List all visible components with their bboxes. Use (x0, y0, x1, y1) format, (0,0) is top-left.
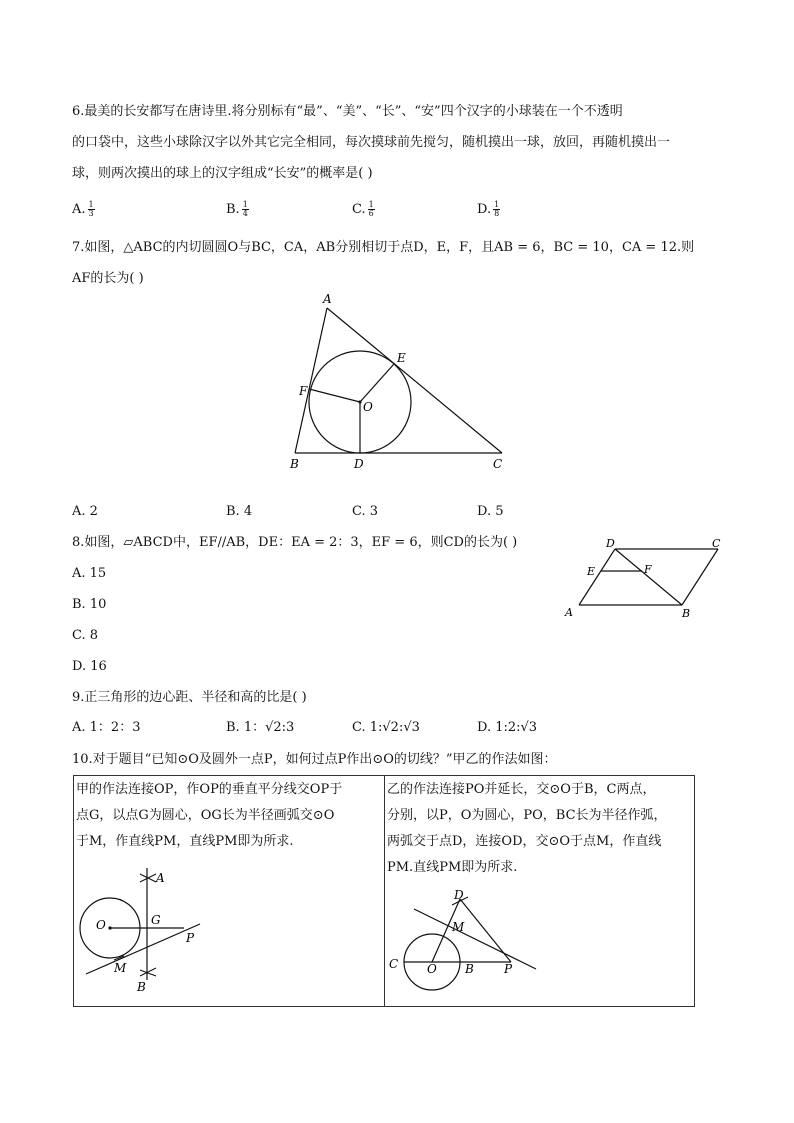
q6-line-1: 6.最美的长安都写在唐诗里.将分别标有“最”、“美”、“长”、“安”四个汉字的小球装在一个不透明 (72, 104, 623, 119)
q6-option-c: C. $\frac{1}{6}$ (352, 200, 374, 218)
q10-jia-text: 甲的作法连接OP，作OP的垂直平分线交OP于 点G，以点G为圆心，OG长为半径画弧交⊙O 于M，作直线PM，直线PM即为所求. (76, 782, 343, 849)
q7-option-d: D. 5 (477, 504, 504, 519)
label-m: M (114, 961, 127, 975)
q6-option-d: D. $\frac{1}{8}$ (477, 200, 500, 218)
q8-parallelogram-figure (560, 535, 730, 625)
label-o: O (363, 400, 373, 414)
label-b: B (682, 607, 691, 620)
label-p: P (504, 962, 513, 976)
q10-yi-text: 乙的作法连接PO并延长，交⊙O于B，C两点， 分别，以P，O为圆心，PO，BC长为半径作弧， 两弧交于点D，连接OD，交⊙O于点M，作直线 PM.直线PM即为所求. (387, 782, 667, 875)
radius-of (309, 389, 360, 402)
q10-line-1: 10.对于题目“已知⊙O及圆外一点P，如何过点P作出⊙O的切线？”甲乙的作法如图： (72, 752, 557, 767)
label-f: F (644, 563, 652, 576)
q10-jia-figure (76, 862, 216, 997)
label-d: D (354, 457, 364, 471)
diagonal-db (615, 549, 682, 605)
side-ab (295, 308, 327, 453)
q10-table-divider (384, 775, 385, 1006)
q8-option-a: A. 15 (72, 566, 107, 581)
q6-option-a: A. $\frac{1}{3}$ (72, 200, 94, 218)
center-point (358, 400, 361, 403)
arc-mark-b (140, 968, 156, 976)
label-f: F (299, 384, 308, 398)
label-a: A (156, 871, 165, 885)
q7-option-c: C. 3 (352, 504, 379, 519)
label-b: B (465, 962, 474, 976)
q6-option-b: B. $\frac{1}{4}$ (226, 200, 248, 218)
q7-line-1: 7.如图，△ABC的内切圆圆O与BC，CA，AB分别相切于点D，E，F，且AB = 6，BC = 10，CA = 12.则 (72, 240, 695, 255)
q7-option-b: B. 4 (226, 504, 253, 519)
q6-line-2: 的口袋中，这些小球除汉字以外其它完全相同，每次摸球前先搅匀，随机摸出一球，放回，再随机摸出一 (72, 135, 671, 150)
label-a: A (565, 606, 573, 619)
radius-oe (360, 364, 394, 402)
q9-line-1: 9.正三角形的边心距、半径和高的比是( ) (72, 690, 307, 705)
q10-yi-figure (386, 885, 546, 995)
side-cb (682, 549, 718, 605)
q9-option-b: B. 1：√2:3 (226, 720, 295, 735)
q7-line-2: AF的长为( ) (72, 271, 144, 286)
q9-option-c: C. 1:√2:√3 (352, 720, 420, 735)
side-ca (327, 308, 502, 453)
q9-option-a: A. 1：2：3 (72, 720, 141, 735)
arc-mark-a (140, 874, 156, 882)
label-d: D (606, 537, 615, 550)
q8-option-b: B. 10 (72, 597, 107, 612)
label-b: B (290, 457, 299, 471)
q8-option-d: D. 16 (72, 659, 107, 674)
label-e: E (397, 351, 406, 365)
label-c: C (712, 537, 721, 550)
q9-option-d: D. 1:2:√3 (477, 720, 538, 735)
label-e: E (587, 565, 596, 578)
side-ad (579, 549, 615, 605)
label-g: G (151, 913, 161, 927)
q6-line-3: 球，则两次摸出的球上的汉字组成“长安”的概率是( ) (72, 166, 373, 181)
label-o: O (427, 962, 437, 976)
q7-triangle-figure (280, 288, 520, 478)
label-d: D (454, 888, 464, 902)
label-b: B (137, 980, 146, 994)
label-o: O (96, 918, 106, 932)
label-c: C (493, 457, 503, 471)
label-m: M (452, 920, 465, 934)
q8-line-1: 8.如图，▱ABCD中，EF//AB，DE：EA = 2：3，EF = 6，则CD的长为( ) (72, 535, 518, 550)
label-p: P (186, 931, 195, 945)
q7-option-a: A. 2 (72, 504, 98, 519)
label-a: A (323, 292, 332, 306)
label-c: C (389, 957, 399, 971)
q8-option-c: C. 8 (72, 628, 99, 643)
